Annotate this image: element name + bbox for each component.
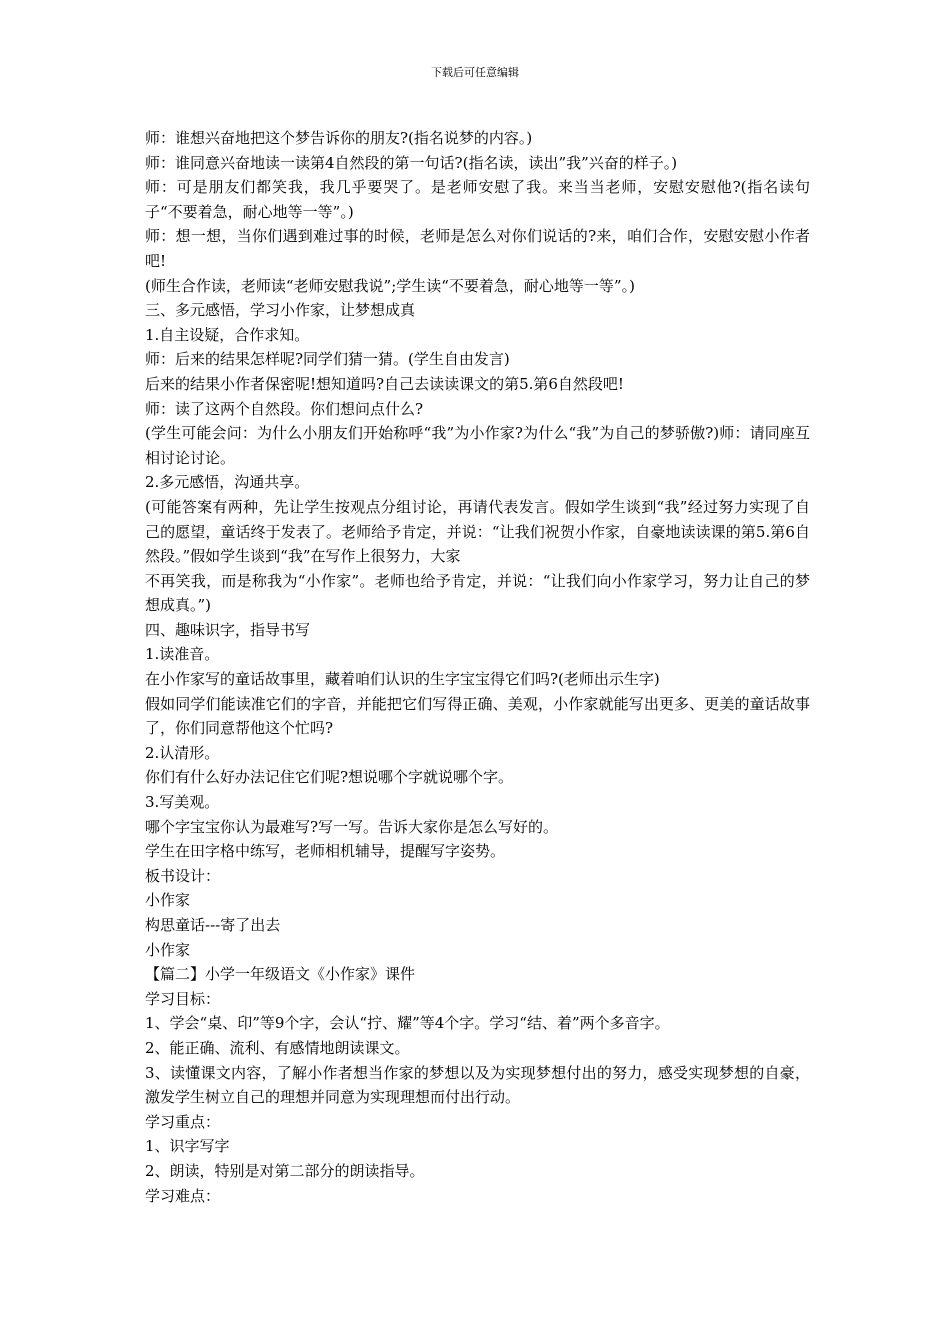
paragraph: (可能答案有两种，先让学生按观点分组讨论，再请代表发言。假如学生谈到“我”经过努力实现了自己的愿望，童话终于发表了。老师给予肯定，并说：“让我们祝贺小作家，自豪地读读课的第5.第6自然段。”假如学生谈到“我”在写作上很努力，大家 xyxy=(145,497,810,566)
paragraph: 师：读了这两个自然段。你们想问点什么? xyxy=(145,399,424,418)
paragraph: 板书设计： xyxy=(145,866,221,885)
paragraph: 你们有什么好办法记住它们呢?想说哪个字就说哪个字。 xyxy=(145,768,514,787)
paragraph: 小作家 xyxy=(145,940,191,959)
page-header: 下载后可任意编辑 xyxy=(431,66,519,79)
paragraph: 假如同学们能读准它们的字音，并能把它们写得正确、美观，小作家就能写出更多、更美的童话故事了，你们同意帮他这个忙吗? xyxy=(145,694,810,738)
paragraph: 3.写美观。 xyxy=(145,793,220,812)
paragraph: 1、学会“桌、印”等9个字，会认“拧、耀”等4个字。学习“结、着”两个多音字。 xyxy=(145,1014,670,1033)
paragraph: 师：谁同意兴奋地读一读第4自然段的第一句话?(指名读，读出”我”兴奋的样子。) xyxy=(145,153,678,172)
paragraph: 哪个字宝宝你认为最难写?写一写。告诉大家你是怎么写好的。 xyxy=(145,817,559,836)
paragraph: 2.认清形。 xyxy=(145,743,220,762)
paragraph: 在小作家写的童话故事里，藏着咱们认识的生字宝宝得它们吗?(老师出示生字) xyxy=(145,670,660,689)
paragraph: 不再笑我，而是称我为“小作家”。老师也给予肯定，并说：“让我们向小作家学习，努力让自己的梦想成真。”) xyxy=(145,571,810,615)
paragraph: 构思童话---寄了出去 xyxy=(145,916,281,934)
paragraph: 师：想一想，当你们遇到难过事的时候，老师是怎么对你们说话的?来，咱们合作，安慰安慰小作者吧! xyxy=(145,227,810,270)
section-heading: 三、多元感悟，学习小作家，让梦想成真 xyxy=(145,301,416,320)
paragraph: 师：可是朋友们都笑我，我几乎要哭了。是老师安慰了我。来当当老师，安慰安慰他?(指名读句子“不要着急，耐心地等一等”。) xyxy=(145,178,810,221)
paragraph: 2、朗读，特别是对第二部分的朗读指导。 xyxy=(145,1161,425,1180)
paragraph: 小作家 xyxy=(145,891,191,910)
paragraph: 2、能正确、流利、有感情地朗读课文。 xyxy=(145,1038,410,1057)
section-heading: 四、趣味识字，指导书写 xyxy=(145,620,311,639)
paragraph: 3、读懂课文内容，了解小作者想当作家的梦想以及为实现梦想付出的努力，感受实现梦想的自豪，激发学生树立自己的理想并同意为实现理想而付出行动。 xyxy=(145,1063,810,1107)
paragraph: 学习目标： xyxy=(145,989,221,1008)
paragraph: (师生合作读，老师读“老师安慰我说”;学生读“不要着急，耐心地等一等”。) xyxy=(145,276,635,295)
paragraph: 学习重点： xyxy=(145,1112,221,1131)
paragraph: 1、识字写字 xyxy=(145,1137,230,1156)
paragraph: 后来的结果小作者保密呢!想知道吗?自己去读读课文的第5.第6自然段吧! xyxy=(145,374,624,393)
paragraph: 学习难点： xyxy=(145,1186,221,1205)
paragraph: (学生可能会问：为什么小朋友们开始称呼“我”为小作家?为什么“我”为自己的梦骄傲?)师：请同座互相讨论讨论。 xyxy=(145,424,810,467)
paragraph: 1.读准音。 xyxy=(145,645,220,664)
paragraph: 师：谁想兴奋地把这个梦告诉你的朋友?(指名说梦的内容。) xyxy=(145,129,533,147)
paragraph: 师：后来的结果怎样呢?同学们猜一猜。(学生自由发言) xyxy=(145,350,510,369)
paragraph: 2.多元感悟，沟通共享。 xyxy=(145,473,310,492)
paragraph: 学生在田字格中练写，老师相机辅导，提醒写字姿势。 xyxy=(145,842,506,861)
paragraph: 1.自主设疑，合作求知。 xyxy=(145,325,310,344)
document-body xyxy=(145,126,810,1208)
section-title: 【篇二】小学一年级语文《小作家》课件 xyxy=(145,965,416,984)
